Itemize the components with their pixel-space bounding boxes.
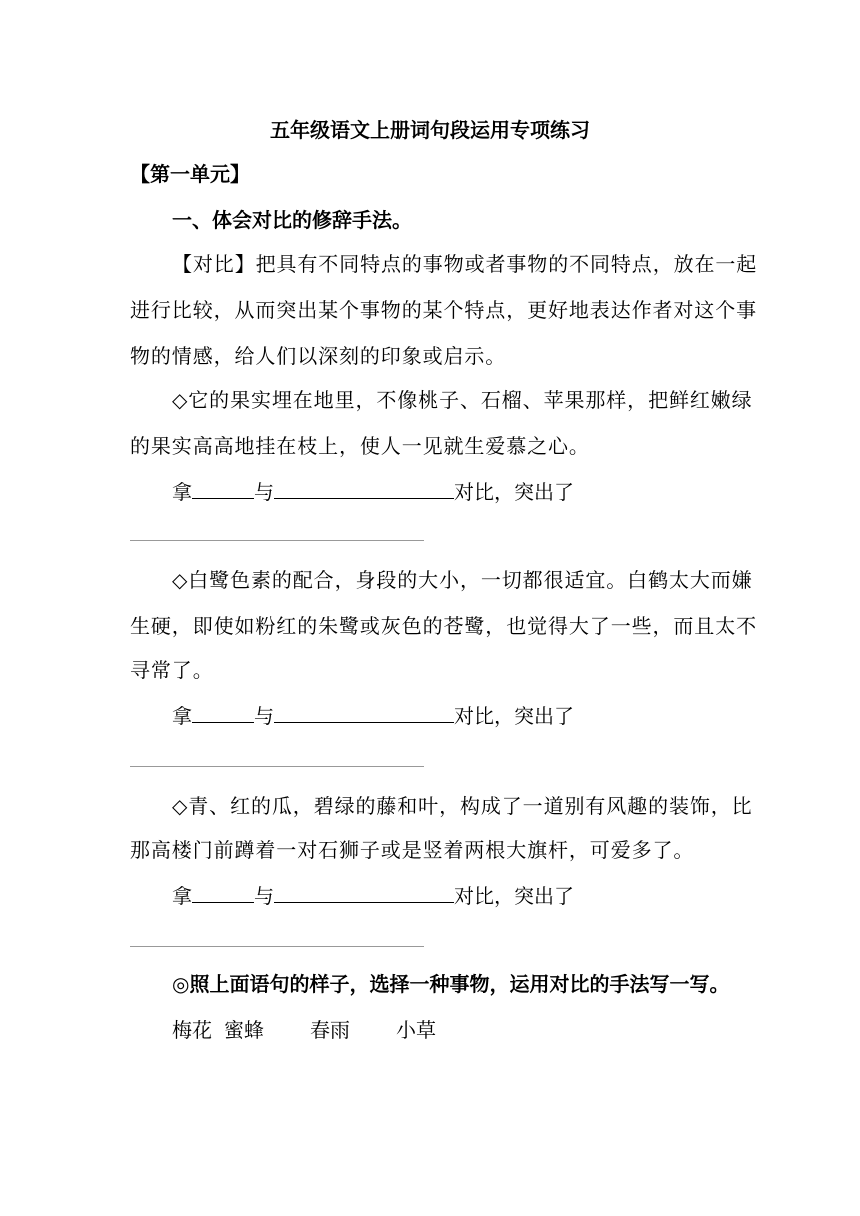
answer-line[interactable] (130, 766, 424, 767)
fill-in-word-with: 与 (254, 480, 274, 504)
writing-task: ◎照上面语句的样子，选择一种事物，运用对比的手法写一写。 (172, 972, 730, 996)
unit-heading: 【第一单元】 (130, 162, 250, 186)
fill-in-word-take: 拿 (172, 884, 192, 908)
example-3-line-1: ◇青、红的瓜，碧绿的藤和叶，构成了一道别有风趣的装饰，比 (172, 794, 753, 818)
section-heading: 一、体会对比的修辞手法。 (172, 208, 412, 232)
fill-in-line-1 (172, 478, 574, 506)
definition-line-2: 进行比较，从而突出某个事物的某个特点，更好地表达作者对这个事 (130, 298, 757, 322)
example-2-line-2: 生硬，即使如粉红的朱鹭或灰色的苍鹭，也觉得大了一些，而且太不 (130, 614, 757, 638)
example-1-line-1: ◇它的果实埋在地里，不像桃子、石榴、苹果那样，把鲜红嫩绿 (172, 388, 753, 412)
answer-line[interactable] (130, 540, 424, 541)
page-title: 五年级语文上册词句段运用专项练习 (270, 118, 590, 142)
answer-line[interactable] (130, 946, 424, 947)
option-word: 蜜蜂 (224, 1018, 264, 1042)
option-word: 梅花 (172, 1018, 212, 1042)
fill-in-word-take: 拿 (172, 704, 192, 728)
fill-in-word-with: 与 (254, 884, 274, 908)
example-1-line-2: 的果实高高地挂在枝上，使人一见就生爱慕之心。 (130, 434, 590, 458)
definition-line-1: 【对比】把具有不同特点的事物或者事物的不同特点，放在一起 (172, 252, 758, 276)
option-word: 春雨 (310, 1018, 350, 1042)
fill-in-line-3 (172, 882, 574, 910)
blank-field[interactable] (192, 478, 254, 499)
blank-field[interactable] (192, 882, 254, 903)
blank-field[interactable] (274, 702, 454, 723)
fill-in-word-contrast: 对比，突出了 (454, 480, 574, 504)
option-word: 小草 (396, 1018, 436, 1042)
blank-field[interactable] (274, 478, 454, 499)
example-2-line-1: ◇白鹭色素的配合，身段的大小，一切都很适宜。白鹤太大而嫌 (172, 568, 753, 592)
fill-in-line-2 (172, 702, 574, 730)
example-2-line-3: 寻常了。 (130, 658, 214, 682)
word-options (172, 1016, 436, 1044)
example-3-line-2: 那高楼门前蹲着一对石狮子或是竖着两根大旗杆，可爱多了。 (130, 838, 695, 862)
fill-in-word-contrast: 对比，突出了 (454, 704, 574, 728)
fill-in-word-with: 与 (254, 704, 274, 728)
blank-field[interactable] (274, 882, 454, 903)
fill-in-word-contrast: 对比，突出了 (454, 884, 574, 908)
blank-field[interactable] (192, 702, 254, 723)
fill-in-word-take: 拿 (172, 480, 192, 504)
definition-line-3: 物的情感，给人们以深刻的印象或启示。 (130, 344, 507, 368)
